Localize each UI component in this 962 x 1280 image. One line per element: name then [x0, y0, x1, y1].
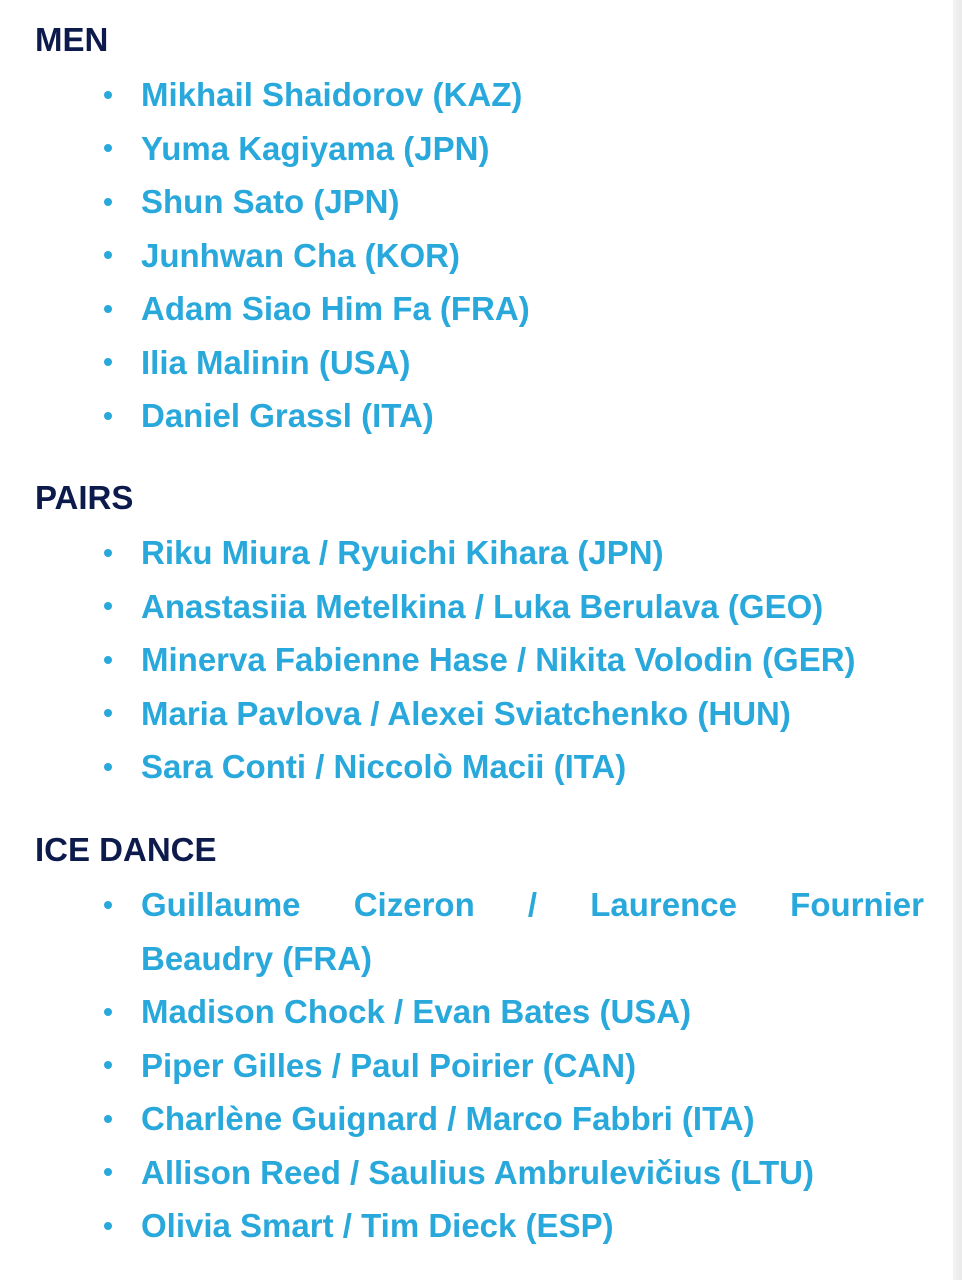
bullet-icon	[104, 709, 112, 717]
list-item	[0, 985, 962, 1039]
entry-line-2: Beaudry (FRA)	[141, 939, 373, 977]
entry-text: Madison Chock / Evan Bates (USA)	[141, 993, 692, 1030]
entry-text: Yuma Kagiyama (JPN)	[141, 129, 490, 167]
list-item	[0, 389, 962, 443]
list-item	[0, 336, 962, 390]
bullet-icon	[104, 91, 112, 99]
list-item	[0, 68, 962, 122]
entry-text: Charlène Guignard / Marco Fabbri (ITA)	[141, 1100, 755, 1137]
list-item	[0, 687, 962, 741]
list-item	[0, 1092, 962, 1146]
list-item	[0, 633, 962, 687]
bullet-icon	[104, 144, 112, 152]
bullet-icon	[104, 358, 112, 366]
entry-text: Junhwan Cha (KOR)	[141, 236, 460, 274]
list-item	[0, 878, 962, 985]
entry-word: Guillaume	[141, 886, 301, 923]
bullet-icon	[104, 305, 112, 313]
bullet-icon	[104, 549, 112, 557]
entry-word: Fournier	[790, 886, 924, 923]
entry-text: Adam Siao Him Fa (FRA)	[141, 290, 530, 327]
bullet-icon	[104, 412, 112, 420]
entry-text: Riku Miura / Ryuichi Kihara (JPN)	[141, 534, 664, 571]
entry-text: Allison Reed / Saulius Ambrulevičius (LTU)	[141, 1153, 814, 1191]
list-item	[0, 229, 962, 283]
bullet-icon	[104, 602, 112, 610]
entry-text: Daniel Grassl (ITA)	[141, 397, 434, 434]
section-title-pairs: PAIRS	[35, 479, 134, 516]
entry-text: Mikhail Shaidorov (KAZ)	[141, 76, 523, 113]
entry-text: Minerva Fabienne Hase / Nikita Volodin (GER)	[141, 641, 856, 678]
bullet-icon	[104, 1008, 112, 1016]
entry-text: Olivia Smart / Tim Dieck (ESP)	[141, 1207, 614, 1244]
list-item	[0, 1146, 962, 1200]
pairs-list	[0, 526, 962, 794]
entry-text: Sara Conti / Niccolò Macii (ITA)	[141, 748, 627, 785]
section-title-ice-dance: ICE DANCE	[35, 831, 217, 868]
bullet-icon	[104, 1168, 112, 1176]
list-item	[0, 526, 962, 580]
entry-text: Ilia Malinin (USA)	[141, 343, 411, 381]
list-item	[0, 740, 962, 794]
entry-text: Piper Gilles / Paul Poirier (CAN)	[141, 1046, 637, 1084]
entry-word: /	[527, 886, 538, 923]
list-item	[0, 282, 962, 336]
section-title-men: MEN	[35, 21, 109, 58]
bullet-icon	[104, 198, 112, 206]
entry-text	[141, 878, 924, 985]
men-list	[0, 68, 962, 443]
entry-word: Laurence	[590, 886, 737, 923]
bullet-icon	[104, 1115, 112, 1123]
bullet-icon	[104, 656, 112, 664]
entry-line-1	[141, 878, 924, 932]
list-item	[0, 1039, 962, 1093]
entry-text: Anastasiia Metelkina / Luka Berulava (GEO)	[141, 587, 824, 625]
list-item	[0, 175, 962, 229]
bullet-icon	[104, 1222, 112, 1230]
bullet-icon	[104, 901, 112, 909]
list-item	[0, 580, 962, 634]
entry-text: Maria Pavlova / Alexei Sviatchenko (HUN)	[141, 694, 791, 732]
ice-dance-list	[0, 878, 962, 1253]
list-item	[0, 122, 962, 176]
bullet-icon	[104, 763, 112, 771]
entry-word: Cizeron	[353, 886, 475, 923]
list-item	[0, 1199, 962, 1253]
bullet-icon	[104, 251, 112, 259]
bullet-icon	[104, 1061, 112, 1069]
entry-text: Shun Sato (JPN)	[141, 183, 400, 220]
